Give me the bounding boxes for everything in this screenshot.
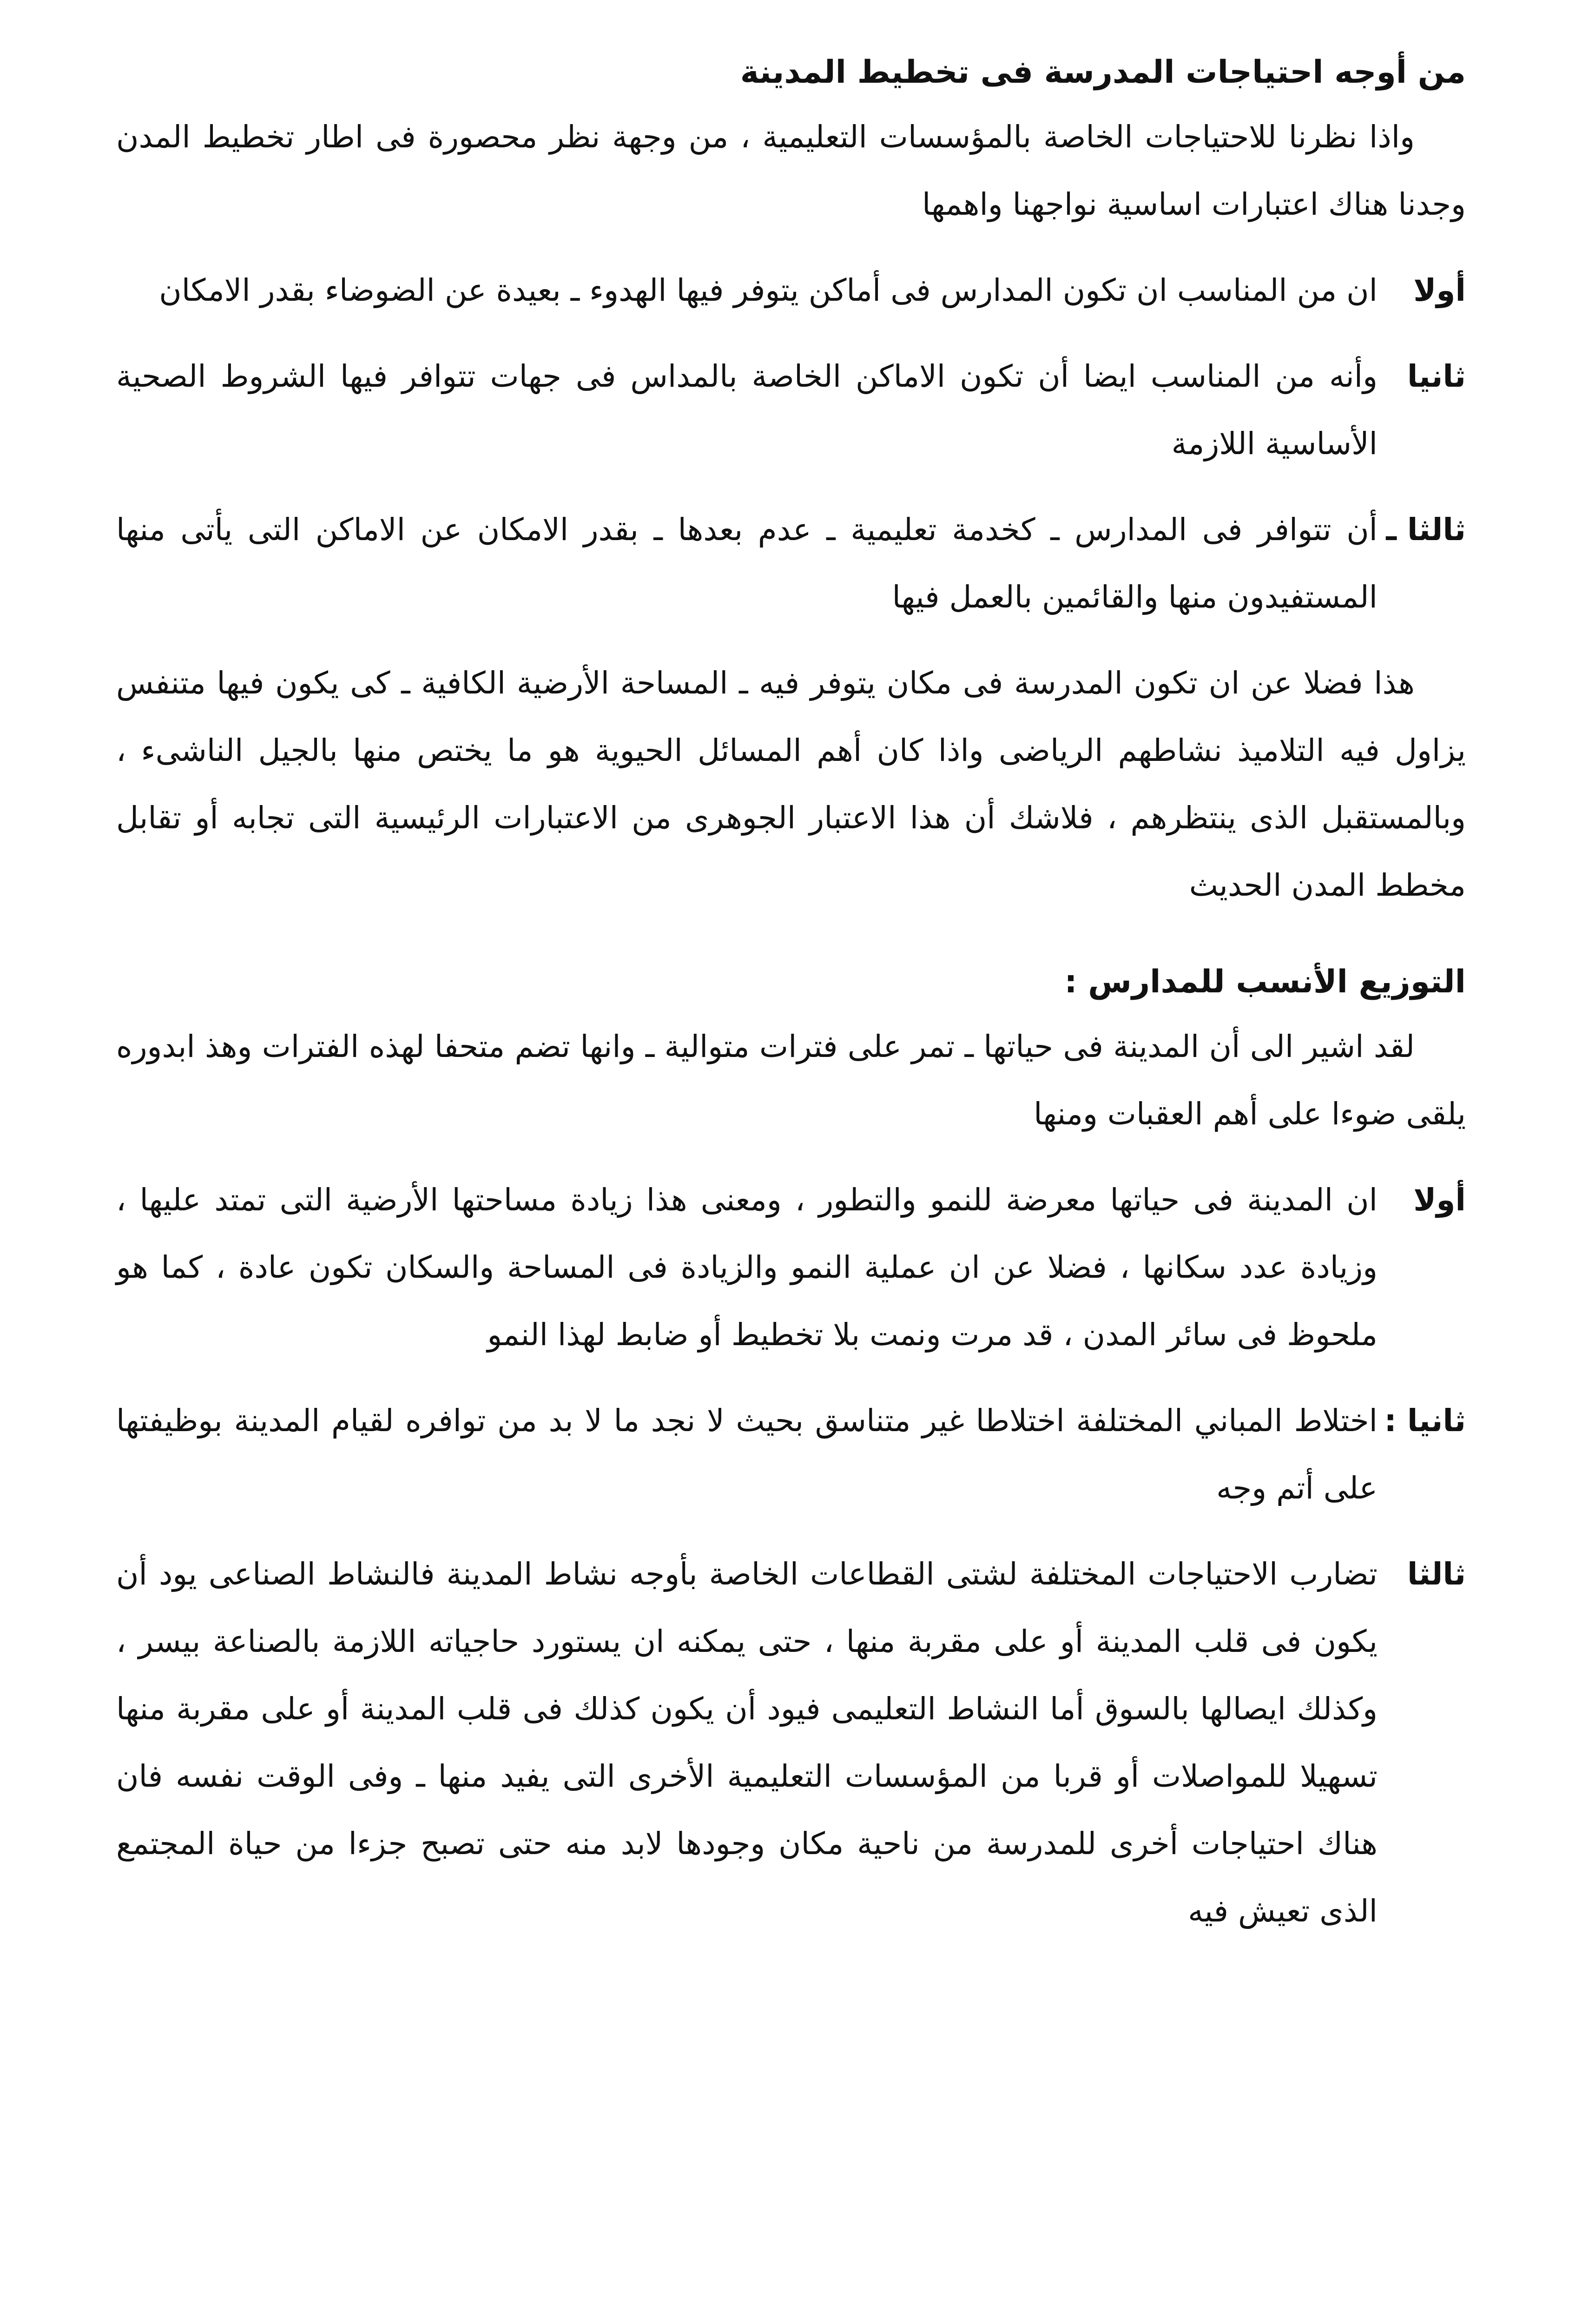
item-label: ثالثا (1407, 1556, 1466, 1592)
section2-item-3 (116, 1540, 1466, 1945)
document-page (116, 51, 1466, 2324)
item-text: ان المدينة فى حياتها معرضة للنمو والتطور ، ومعنى هذا زيادة مساحتها الأرضية التى تمتد عليها ، وزيادة عدد سكانها ، فضلا عن ان عملية النمو والزيادة فى المساحة والسكان تكون عادة ، كما هو ملحوظ فى سائر المدن ، قد مرت ونمت بلا تخطيط أو ضابط لهذا النمو (116, 1182, 1378, 1353)
section-divider-space (116, 938, 1466, 961)
item-label: أولا (1413, 1182, 1466, 1218)
section2-intro: لقد اشير الى أن المدينة فى حياتها ـ تمر على فترات متوالية ـ وانها تضم متحفا لهذه الفترات وهذ ابدوره يلقى ضوءا على أهم العقبات ومنها (116, 1028, 1466, 1132)
section2-title: التوزيع الأنسب للمدارس : (1064, 963, 1466, 1000)
item-text: تضارب الاحتياجات المختلفة لشتى القطاعات الخاصة بأوجه نشاط المدينة فالنشاط الصناعى يود أن يكون فى قلب المدينة أو على مقربة منها ، حتى يمكنه ان يستورد حاجياته اللازمة بالصناعة بيسر ، وكذلك ايصالها بالسوق أما النشاط التعليمى فيود أن يكون كذلك فى قلب المدينة أو على مقربة منها تسهيلا للمواصلات أو قربا من المؤسسات التعليمية الأخرى التى يفيد منها ـ وفى الوقت نفسه فان هناك احتياجات أخرى للمدرسة من ناحية مكان وجودها لابد منه حتى تصبح جزءا من حياة المجتمع الذى تعيش فيه (116, 1556, 1378, 1929)
section1-title: من أوجه احتياجات المدرسة فى تخطيط المدينة (740, 54, 1466, 91)
item-label: ثانيا : (1384, 1402, 1466, 1439)
section1-closing: هذا فضلا عن ان تكون المدرسة فى مكان يتوفر فيه ـ المساحة الأرضية الكافية ـ كى يكون فيها متنفس يزاول فيه التلاميذ نشاطهم الرياضى واذا كان أهم المسائل الحيوية هو ما يختص منها بالجيل الناشىء ، وبالمستقبل الذى ينتظرهم ، فلاشك أن هذا الاعتبار الجوهرى من الاعتبارات الرئيسية التى تجابه أو تقابل مخطط المدن الحديث (116, 665, 1466, 903)
section1-item-3 (116, 496, 1466, 631)
item-text: وأنه من المناسب ايضا أن تكون الاماكن الخاصة بالمداس فى جهات تتوافر فيها الشروط الصحية الأساسية اللازمة (116, 358, 1378, 462)
item-text: اختلاط المباني المختلفة اختلاطا غير متناسق بحيث لا نجد ما لا بد من توافره لقيام المدينة بوظيفتها على أتم وجه (116, 1402, 1378, 1506)
item-text: ان من المناسب ان تكون المدارس فى أماكن يتوفر فيها الهدوء ـ بعيدة عن الضوضاء بقدر الامكان (159, 272, 1378, 308)
section2-item-2 (116, 1387, 1466, 1522)
section2-item-1 (116, 1166, 1466, 1368)
item-label: ثالثا ـ (1386, 511, 1466, 548)
item-text: أن تتوافر فى المدارس ـ كخدمة تعليمية ـ عدم بعدها ـ بقدر الامكان عن الاماكن التى يأتى منها المستفيدون منها والقائمين بالعمل فيها (116, 511, 1378, 615)
item-label: ثانيا (1407, 358, 1466, 394)
section1-item-2 (116, 343, 1466, 477)
item-label: أولا (1413, 272, 1466, 308)
section1-intro: واذا نظرنا للاحتياجات الخاصة بالمؤسسات التعليمية ، من وجهة نظر محصورة فى اطار تخطيط المدن وجدنا هناك اعتبارات اساسية نواجهنا واهمها (116, 119, 1466, 222)
section1-item-1 (116, 257, 1466, 324)
